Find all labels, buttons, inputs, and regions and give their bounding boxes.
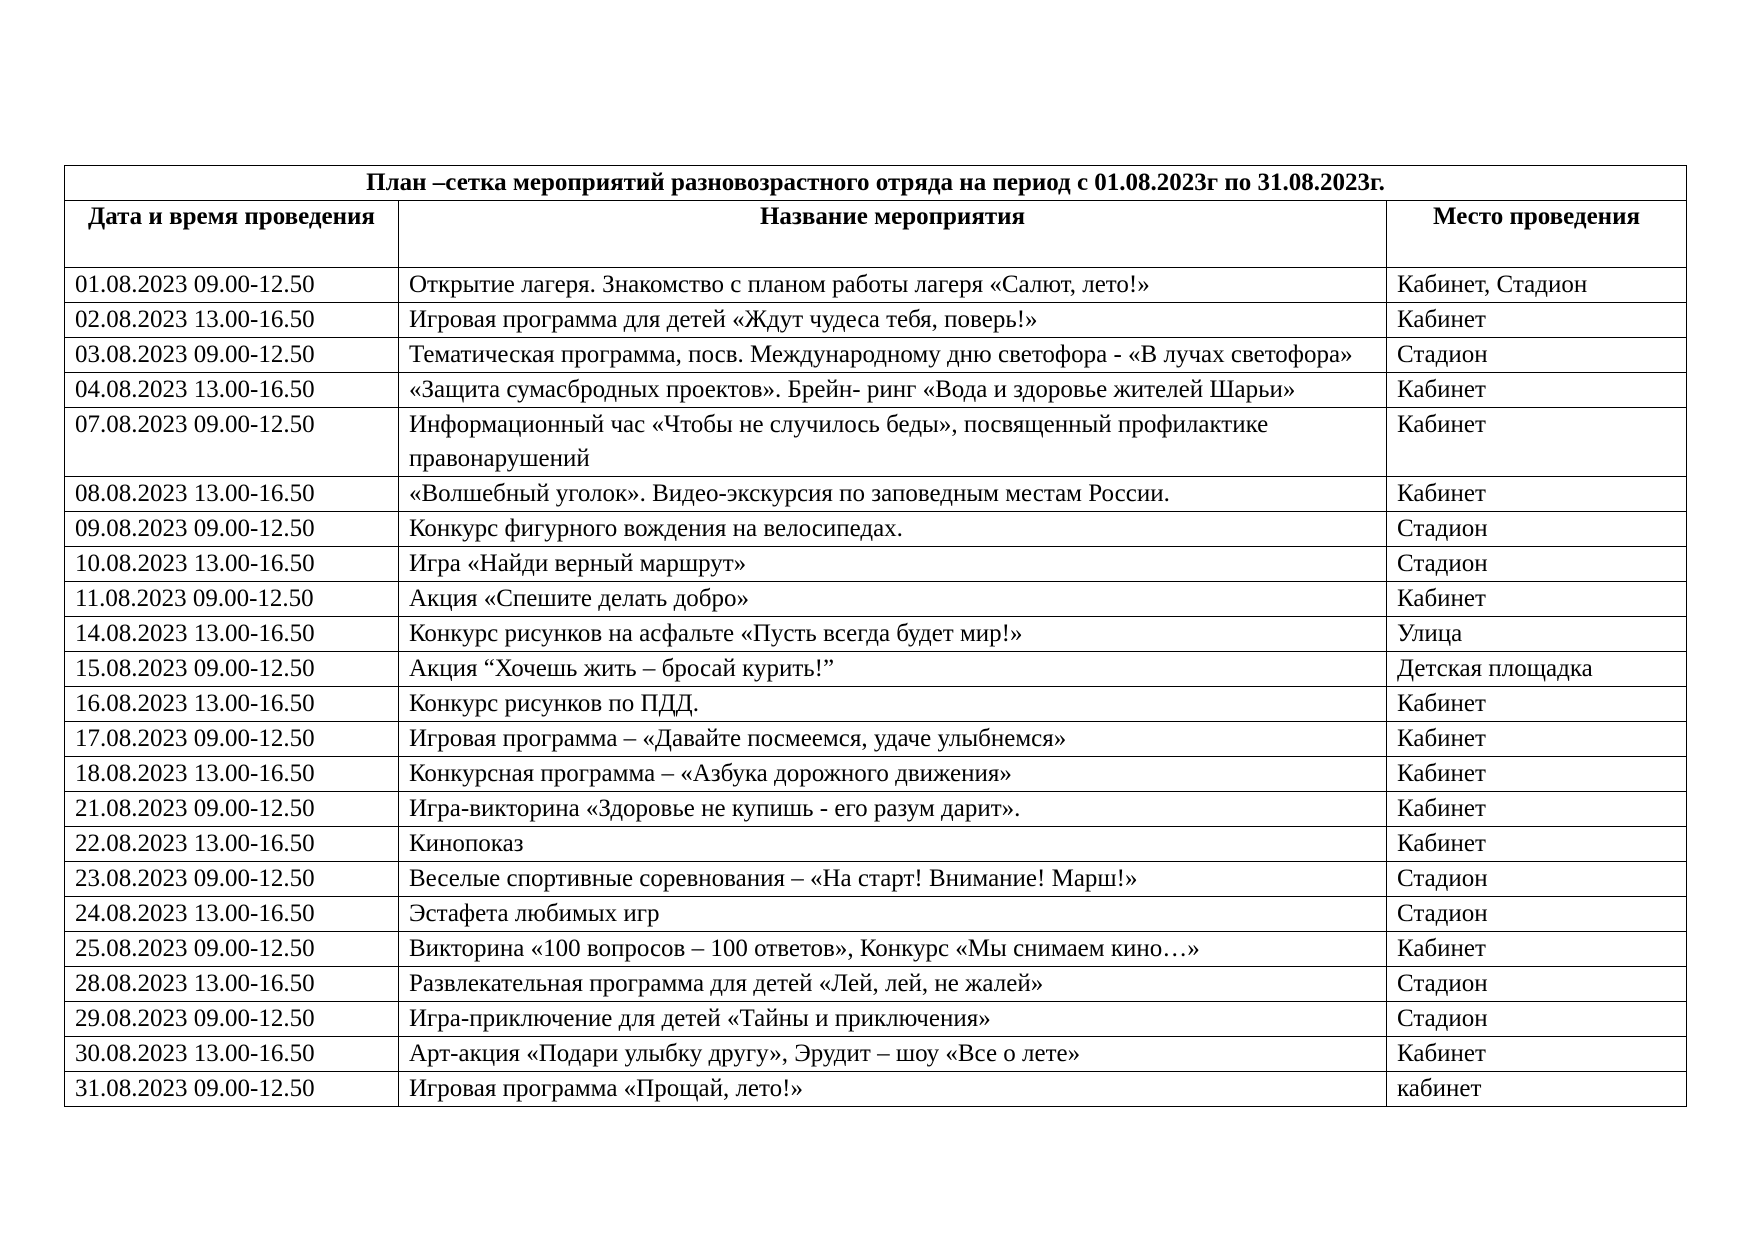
table-title: План –сетка мероприятий разновозрастного отряда на период с 01.08.2023г по 31.08.2023г. (65, 166, 1687, 201)
table-row (65, 268, 1687, 303)
cell-place: Кабинет (1387, 932, 1687, 967)
table-row (65, 338, 1687, 373)
table-row (65, 373, 1687, 408)
cell-date: 08.08.2023 13.00-16.50 (65, 477, 399, 512)
cell-date: 09.08.2023 09.00-12.50 (65, 512, 399, 547)
cell-event: Игра-викторина «Здоровье не купишь - его разум дарит». (399, 792, 1387, 827)
schedule-table (64, 165, 1687, 1107)
column-header-event: Название мероприятия (399, 201, 1387, 268)
cell-place: Стадион (1387, 512, 1687, 547)
cell-place: Улица (1387, 617, 1687, 652)
cell-event: Развлекательная программа для детей «Лей, лей, не жалей» (399, 967, 1387, 1002)
cell-place: кабинет (1387, 1072, 1687, 1107)
cell-event: Конкурс рисунков по ПДД. (399, 687, 1387, 722)
cell-place: Кабинет (1387, 408, 1687, 477)
cell-event: Арт-акция «Подари улыбку другу», Эрудит – шоу «Все о лете» (399, 1037, 1387, 1072)
cell-date: 30.08.2023 13.00-16.50 (65, 1037, 399, 1072)
cell-date: 10.08.2023 13.00-16.50 (65, 547, 399, 582)
cell-place: Кабинет (1387, 477, 1687, 512)
cell-place: Кабинет (1387, 827, 1687, 862)
cell-date: 18.08.2023 13.00-16.50 (65, 757, 399, 792)
table-row (65, 897, 1687, 932)
table-body (65, 268, 1687, 1107)
column-header-place: Место проведения (1387, 201, 1687, 268)
column-header-date: Дата и время проведения (65, 201, 399, 268)
table-row (65, 547, 1687, 582)
table-row (65, 512, 1687, 547)
cell-date: 23.08.2023 09.00-12.50 (65, 862, 399, 897)
cell-date: 03.08.2023 09.00-12.50 (65, 338, 399, 373)
cell-date: 31.08.2023 09.00-12.50 (65, 1072, 399, 1107)
cell-event: «Защита сумасбродных проектов». Брейн- ринг «Вода и здоровье жителей Шарьи» (399, 373, 1387, 408)
cell-event: Конкурс рисунков на асфальте «Пусть всегда будет мир!» (399, 617, 1387, 652)
table-row (65, 827, 1687, 862)
table-row (65, 687, 1687, 722)
cell-event: Игра «Найди верный маршрут» (399, 547, 1387, 582)
cell-event: Акция “Хочешь жить – бросай курить!” (399, 652, 1387, 687)
cell-place: Кабинет (1387, 687, 1687, 722)
cell-date: 25.08.2023 09.00-12.50 (65, 932, 399, 967)
cell-event: Игровая программа для детей «Ждут чудеса тебя, поверь!» (399, 303, 1387, 338)
cell-place: Кабинет (1387, 757, 1687, 792)
cell-event: Кинопоказ (399, 827, 1387, 862)
cell-event: Информационный час «Чтобы не случилось беды», посвященный профилактике правонарушений (399, 408, 1387, 477)
cell-event: Конкурсная программа – «Азбука дорожного движения» (399, 757, 1387, 792)
cell-place: Стадион (1387, 897, 1687, 932)
cell-event: Викторина «100 вопросов – 100 ответов», Конкурс «Мы снимаем кино…» (399, 932, 1387, 967)
cell-date: 17.08.2023 09.00-12.50 (65, 722, 399, 757)
cell-place: Кабинет, Стадион (1387, 268, 1687, 303)
table-row (65, 652, 1687, 687)
cell-date: 04.08.2023 13.00-16.50 (65, 373, 399, 408)
title-row (65, 166, 1687, 201)
cell-date: 24.08.2023 13.00-16.50 (65, 897, 399, 932)
cell-place: Кабинет (1387, 722, 1687, 757)
cell-event: Игра-приключение для детей «Тайны и приключения» (399, 1002, 1387, 1037)
cell-place: Кабинет (1387, 373, 1687, 408)
cell-date: 22.08.2023 13.00-16.50 (65, 827, 399, 862)
table-row (65, 722, 1687, 757)
table-row (65, 1002, 1687, 1037)
table-row (65, 932, 1687, 967)
table-row (65, 862, 1687, 897)
cell-place: Кабинет (1387, 1037, 1687, 1072)
cell-place: Стадион (1387, 338, 1687, 373)
cell-place: Кабинет (1387, 582, 1687, 617)
cell-date: 02.08.2023 13.00-16.50 (65, 303, 399, 338)
cell-date: 28.08.2023 13.00-16.50 (65, 967, 399, 1002)
table-row (65, 1072, 1687, 1107)
cell-place: Кабинет (1387, 303, 1687, 338)
table-row (65, 1037, 1687, 1072)
cell-date: 11.08.2023 09.00-12.50 (65, 582, 399, 617)
cell-event: Эстафета любимых игр (399, 897, 1387, 932)
cell-place: Стадион (1387, 547, 1687, 582)
cell-date: 01.08.2023 09.00-12.50 (65, 268, 399, 303)
cell-place: Стадион (1387, 1002, 1687, 1037)
table-row (65, 757, 1687, 792)
cell-place: Стадион (1387, 862, 1687, 897)
table-row (65, 582, 1687, 617)
cell-date: 07.08.2023 09.00-12.50 (65, 408, 399, 477)
cell-date: 21.08.2023 09.00-12.50 (65, 792, 399, 827)
table-row (65, 408, 1687, 477)
table-row (65, 617, 1687, 652)
cell-date: 14.08.2023 13.00-16.50 (65, 617, 399, 652)
table-row (65, 967, 1687, 1002)
cell-place: Кабинет (1387, 792, 1687, 827)
cell-event: Акция «Спешите делать добро» (399, 582, 1387, 617)
header-row (65, 201, 1687, 268)
cell-date: 15.08.2023 09.00-12.50 (65, 652, 399, 687)
cell-place: Стадион (1387, 967, 1687, 1002)
cell-event: Конкурс фигурного вождения на велосипедах. (399, 512, 1387, 547)
cell-date: 16.08.2023 13.00-16.50 (65, 687, 399, 722)
table-row (65, 477, 1687, 512)
cell-event: «Волшебный уголок». Видео-экскурсия по заповедным местам России. (399, 477, 1387, 512)
cell-place: Детская площадка (1387, 652, 1687, 687)
cell-event: Игровая программа – «Давайте посмеемся, удаче улыбнемся» (399, 722, 1387, 757)
table-row (65, 792, 1687, 827)
cell-event: Тематическая программа, посв. Международному дню светофора - «В лучах светофора» (399, 338, 1387, 373)
table-row (65, 303, 1687, 338)
cell-event: Открытие лагеря. Знакомство с планом работы лагеря «Салют, лето!» (399, 268, 1387, 303)
cell-date: 29.08.2023 09.00-12.50 (65, 1002, 399, 1037)
cell-event: Игровая программа «Прощай, лето!» (399, 1072, 1387, 1107)
cell-event: Веселые спортивные соревнования – «На старт! Внимание! Марш!» (399, 862, 1387, 897)
